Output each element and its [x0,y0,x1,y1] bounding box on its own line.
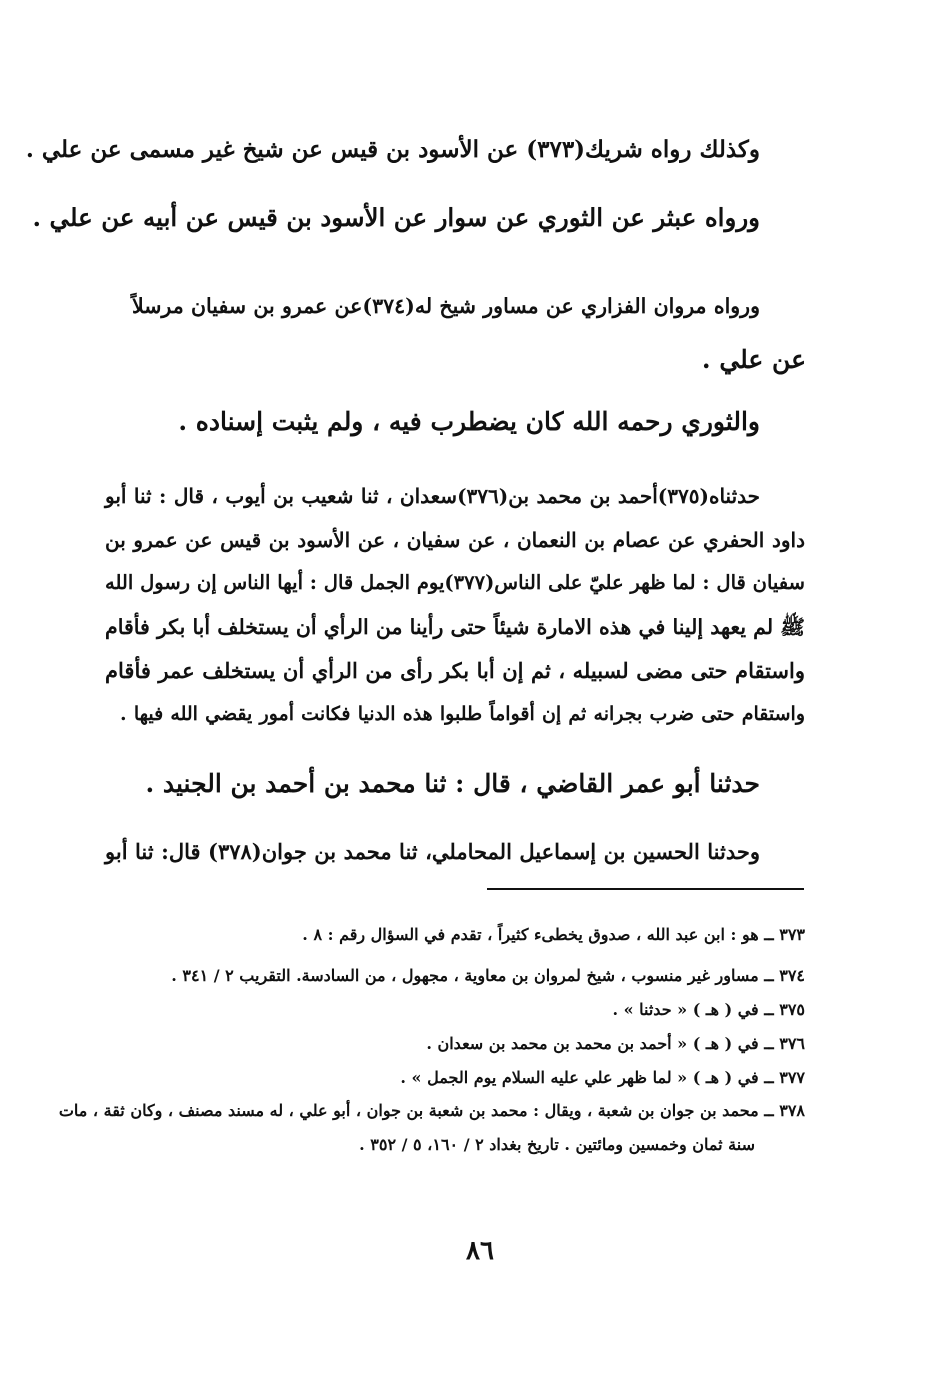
body-line: ﷺ لم يعهد إلينا في هذه الامارة شيئاً حتى رأينا من الرأي أن يستخلف أبا بكر فأقام [105,615,805,639]
body-line: سفيان قال : لما ظهر عليّ على الناس(٣٧٧)يوم الجمل قال : أيها الناس إن رسول الله [105,571,806,594]
body-line: ورواه مروان الفزاري عن مساور شيخ له(٣٧٤)عن عمرو بن سفيان مرسلاً [132,294,760,318]
body-line: وحدثنا الحسين بن إسماعيل المحاملي، ثنا محمد بن جوان(٣٧٨) قال: ثنا أبو [105,839,760,864]
body-line: حدثناه(٣٧٥)أحمد بن محمد بن(٣٧٦)سعدان ، ثنا شعيب بن أيوب ، قال : ثنا أبو [105,484,761,508]
body-line: ورواه عبثر عن الثوري عن سوار عن الأسود بن قيس عن أبيه عن علي . [32,203,760,232]
footnote: ٣٧٣ ــ هو : ابن عبد الله ، صدوق يخطىء كثيراً ، تقدم في السؤال رقم : ٨ . [302,925,805,944]
body-line: وكذلك رواه شريك(٣٧٣) عن الأسود بن قيس عن شيخ غير مسمى عن علي . [25,136,760,163]
body-line: واستقام حتى مضى لسبيله ، ثم إن أبا بكر رأى من الرأي أن يستخلف عمر فأقام [105,658,805,683]
footnote: ٣٧٨ ــ محمد بن جوان بن شعبة ، ويقال : محمد بن شعبة بن جوان ، أبو علي ، له مسند مصنف ، وكان ثقة ، مات [58,1101,805,1120]
body-line: عن علي . [701,345,806,374]
page-number: ٨٦ [466,1236,494,1266]
body-line: داود الحفري عن عصام بن النعمان ، عن سفيان ، عن الأسود بن قيس عن عمرو بن [105,528,805,552]
footnote-separator [487,888,804,890]
footnote: ٣٧٤ ــ مساور غير منسوب ، شيخ لمروان بن معاوية ، مجهول ، من السادسة. التقريب ٢ / ٣٤١ . [171,966,805,985]
footnote: ٣٧٦ ــ في ( هـ ) « أحمد بن محمد بن محمد بن سعدان . [426,1034,805,1053]
body-line: حدثنا أبو عمر القاضي ، قال : ثنا محمد بن أحمد بن الجنيد . [145,769,760,798]
footnote: ٣٧٧ ــ في ( هـ ) « لما ظهر علي عليه السلام يوم الجمل » . [400,1068,805,1087]
footnote: سنة ثمان وخمسين ومائتين . تاريخ بغداد ٢ / ١٦٠، ٥ / ٣٥٢ . [359,1135,755,1154]
body-line: واستقام حتى ضرب بجرانه ثم إن أقواماً طلبوا هذه الدنيا فكانت أمور يقضي الله فيها . [120,703,805,725]
footnote: ٣٧٥ ــ في ( هـ ) « حدثنا » . [612,1000,805,1019]
body-line: والثوري رحمه الله كان يضطرب فيه ، ولم يثبت إسناده . [178,407,760,436]
